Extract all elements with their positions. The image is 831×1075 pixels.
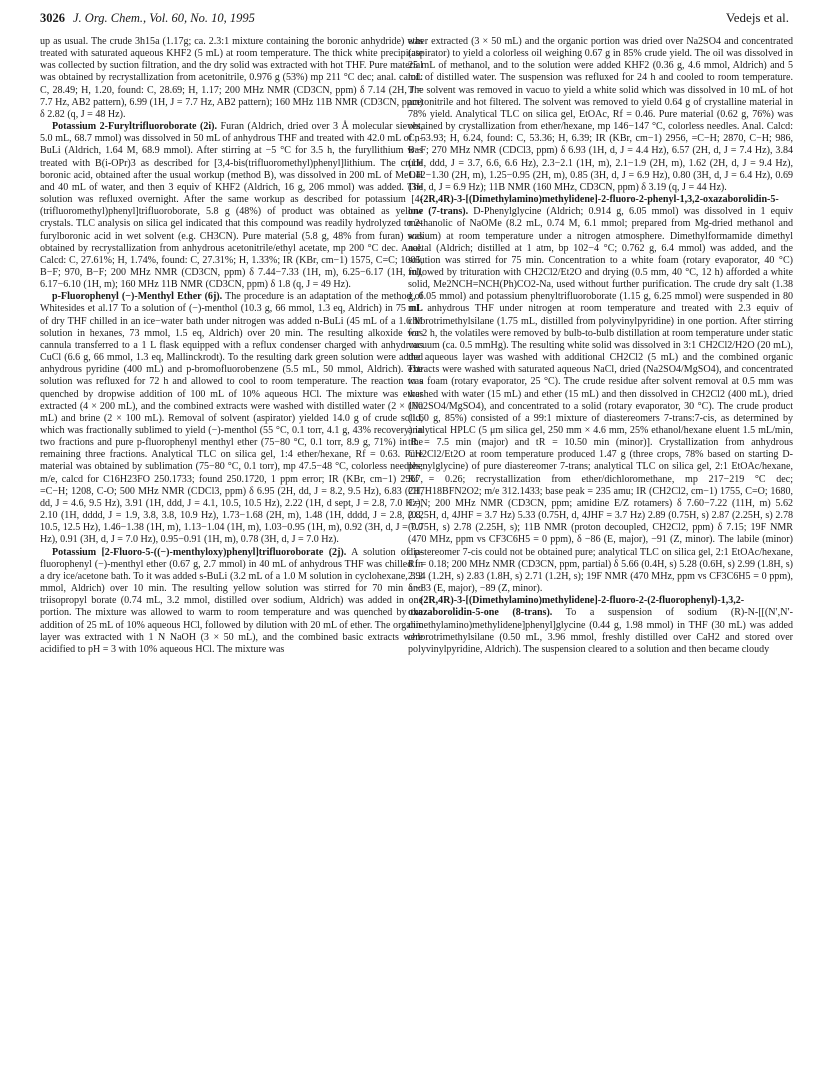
paragraph-text: D-Phenylglycine (Aldrich; 0.914 g, 6.05 mmol) was dissolved in 1 equiv methanolic of NaOMe (8.2 mL, 0.74 M, 6.1 mmol; prepared from Mg-dried methanol and sodium) at room temperature under a nitrogen atmosphere. Dimethylformamide dimethyl acetal (Aldrich; distilled at 1 atm, bp 102−4 °C; 0.762 g, 6.4 mmol) was added, and the solution was stirred for 75 min. Concentration to a white foam (rotary evaporator, 40 °C) followed by trituration with CH2Cl2/Et2O and drying (0.5 mm, 40 °C, 12 h) afforded a white solid, Me2NCH=NCH(Ph)CO2-Na, used without further purification. The crude dry salt (1.38 g, 6.05 mmol) and potassium phenyltrifluoroborate (1.15 g, 6.25 mmol) were suspended in 80 mL anhydrous THF under nitrogen at room temperature and treated with 2.3 equiv of chlorotrimethylsilane (1.75 mL, distilled from polyvinylpyridine) in one portion. After stirring for 2 h, the volatiles were removed by bulb-to-bulb distillation at room temperature under static vacuum (ca. 0.5 mmHg). The resulting white solid was dissolved in 3:1 CH2Cl2/H2O (20 mL), the aqueous layer was washed with additional CH2Cl2 (5 mL) and the combined organic extracts were washed with saturated aqueous NaCl, dried (Na2SO4/MgSO4), and concentrated to a foam (rotary evaporator, 25 °C). The crude residue after solvent removal at 0.5 mm was washed with water (15 mL) and ether (15 mL) and then dissolved in CH2Cl2 (400 mL), dried (Na2SO4/MgSO4), and concentrated to a solid (rotary evaporator, 30 °C). The crude product (1.60 g, 85%) consisted of a 99:1 mixture of diastereomers 7-trans:7-cis, as determined by analytical HPLC (5 μm silica gel, 250 mm × 4.6 mm, 25% ethanol/hexane eluent 1.5 mL/min, tR = 7.5 min (major) and tR = 10.50 min (minor)]. Crystallization from anhydrous CH2Cl2/Et2O at room temperature produced 1.47 g (three crops, 78% based on starting D-phenylglycine) of pure diastereomer 7-trans; analytical TLC on silica gel, 2:1 EtOAc/hexane, Rf = 0.26; recrystallization from ether/dichloromethane, mp 217−219 °C dec; C17H18BFN2O2; m/e 312.1433; base peak = 235 amu; IR (CH2Cl2, cm−1) 1755, C=O; 1680, C=N; 200 MHz NMR (CD3CN, ppm; amidine E/Z rotamers) δ 7.60−7.22 (11H, m) 5.62 (0.25H, d, 4JHF = 3.7 Hz) 5.33 (0.75H, d, 4JHF = 3.7 Hz) 2.89 (0.75H, s) 2.87 (2.25H, s) 2.78 (0.75H, s) 2.78 (2.25H, s); 11B NMR (proton decoupled, CH2Cl2, ppm) δ 7.15; 19F NMR (470 MHz, ppm vs CF3C6H5 = 0 ppm), δ −86 (E, major), −91 (Z, minor). The labile (minor) diastereomer 7-cis could not be obtained pure; analytical TLC on silica gel, 2:1 EtOAc/hexane, Rf = 0.18; 200 MHz NMR (CD3CN, ppm, partial) δ 5.66 (0.4H, s) 5.28 (0.6H, s) 2.99 (1.8H, s) 2.94 (1.2H, s) 2.83 (1.8H, s) 2.71 (1.2H, s); 19F NMR (470 MHz, ppm vs CF3C6H5 = 0 ppm), δ −83 (E, major), −89 (Z, minor). (408, 206, 793, 595)
page-number: 3026 (40, 11, 65, 25)
paragraph (40, 291, 423, 546)
paragraph-text: To a suspension of sodium (R)-N-[[(N′,N′-dimethylamino)methylidene]phenyl]glycine (0.44 g, 1.98 mmol) in THF (30 mL) was added chlorotrimethylsilane (0.50 mL, 3.96 mmol, freshly distilled over CaH2 and stored over polyvinylpyridine, Aldrich). The suspension cleared to a solution and then became cloudy (408, 607, 793, 655)
paragraph (408, 595, 793, 656)
paragraph-text: Furan (Aldrich, dried over 3 Å molecular sieves, 5.0 mL, 68.7 mmol) was dissolved in 50 mL of anhydrous THF and treated with 42.0 mL of n-BuLi (Aldrich, 1.64 M, 68.9 mmol). After stirring at −5 °C for 3.5 h, the furyllithium was treated with B(i-OPr)3 as described for [3,4-bis(trifluoromethyl)phenyl]lithium. The crude boronic acid, obtained after the usual workup (method B), was dissolved in 200 mL of MeOH and 40 mL of water, and then 3 equiv of KHF2 (Aldrich, 16 g, 206 mmol) was added. The solution was refluxed overnight. After the same workup as described for potassium [4-(trifluoromethyl)phenyl]trifluoroborate, 5.8 g (48%) of product was obtained as yellow crystals. TLC analysis on silica gel indicated that this compound was readily hydrolyzed to 2-furylboronic acid in wet solvent (e.g. CH3CN). Pure material (5.8 g, 48% from furan) was obtained by recrystallization from anhydrous acetonitrile/ethyl acetate, mp 200 °C dec. Anal. Calcd: C, 27.61%; H, 1.74%, found: C, 27.31%; H, 1.33%; IR (KBr, cm−1) 1575, C=C; 1005, B−F; 970, B−F; 200 MHz NMR (CD3CN, ppm) δ 7.44−7.33 (1H, m), 6.25−6.17 (1H, m), 6.17−6.10 (1H, m); 160 MHz 11B NMR (CD3CN, ppm) δ 1.8 (q, J = 49 Hz). (40, 121, 423, 291)
paragraph-text: A solution of p-fluorophenyl (−)-menthyl ether (0.67 g, 2.7 mmol) in 40 mL of anhydrous THF was chilled in a dry ice/acetone bath. To it was added s-BuLi (3.2 mL of a 1.0 M solution in cyclohexane, 3.2 mmol, Aldrich) over 10 min. The resulting yellow solution was stirred for 70 min and triisopropyl borate (0.74 mL, 3.2 mmol, distilled over sodium, Aldrich) was added in one portion. The mixture was allowed to warm to room temperature and was quenched by the addition of 25 mL of 10% aqueous HCl, followed by dilution with 20 mL of ether. The organic layer was extracted with 1 N NaOH (3 × 50 mL), and the combined basic extracts were acidified to pH = 3 with 10% aqueous HCl. The mixture was (40, 546, 423, 655)
left-column (40, 36, 423, 656)
paragraph-text: up as usual. The crude 3h15a (1.17g; ca. 2.3:1 mixture containing the boronic anhydride) was treated with saturated aqueous KHF2 (5 mL) at room temperature. The thick white precipitate was collected by suction filtration, and the dry solid was extracted with hot THF. Pure material was obtained by recrystallization from acetonitrile, 0.976 g (53%) mp 211 °C dec; anal. calcd: C, 28.49; H, 1.20, found: C, 28.69; H, 1.17; 200 MHz NMR (CD3CN, ppm) δ 7.14 (2H, J = 7.7 Hz, AB2 pattern), 6.99 (1H, J = 7.7 Hz, AB2 pattern); 160 MHz 11B NMR (CD3CN, ppm) δ 2.82 (q, J = 48 Hz). (40, 36, 423, 120)
running-head-authors: Vedejs et al. (725, 10, 789, 25)
compound-heading: (2R,4R)-3-[(Dimethylamino)methylidene]-2-fluoro-2-phenyl-1,3,2-oxazaborolidin-5-one (7-trans). (408, 194, 779, 218)
paragraph-text: ether extracted (3 × 50 mL) and the organic portion was dried over Na2SO4 and concentrated (aspirator) to yield a colorless oil weighing 0.67 g in 85% crude yield. The oil was dissolved in 25 mL of methanol, and to the solution were added KHF2 (0.36 g, 4.6 mmol, Aldrich) and 5 mL of distilled water. The suspension was refluxed for 24 h and cooled to room temperature. The solvent was removed in vacuo to yield a white solid which was dissolved in 10 mL of hot acetonitrile and hot filtered. The solvent was removed to yield 0.64 g of crystalline material in 78% yield. Analytical TLC on silica gel, EtOAc, Rf = 0.46. Pure material (0.62 g, 76%) was obtained by crystallization from ether/hexane, mp 146−147 °C, colorless needles. Anal. Calcd: C, 53.93; H, 6.24, found: C, 53.36; H, 6.39; IR (KBr, cm−1) 2956, =C−H; 2870, C−H; 986, B−F; 270 MHz NMR (CDCl3, ppm) δ 6.93 (1H, d, J = 4.4 Hz), 6.57 (2H, d, J = 7.4 Hz), 3.84 (1H, ddd, J = 3.7, 6.6, 6.6 Hz), 2.3−2.1 (1H, m), 2.1−1.9 (2H, m), 1.62 (2H, d, J = 9.4 Hz), 1.42−1.30 (2H, m), 1.25−0.95 (2H, m), 0.85 (3H, d, J = 6.9 Hz), 0.80 (3H, d, J = 6.4 Hz), 0.69 (3H, d, J = 6.9 Hz); 11B NMR (160 MHz, CD3CN, ppm) δ 3.19 (q, J = 44 Hz). (408, 36, 793, 193)
right-column (408, 36, 793, 656)
paragraph (40, 547, 423, 656)
paragraph (408, 194, 793, 595)
paragraph (40, 121, 423, 291)
paragraph (408, 36, 793, 194)
compound-heading: p-Fluorophenyl (−)-Menthyl Ether (6j). (52, 291, 223, 303)
journal-citation: J. Org. Chem., Vol. 60, No. 10, 1995 (73, 11, 255, 25)
running-head (40, 10, 789, 28)
paragraph-text: The procedure is an adaptation of the method of Whitesides et al.17 To a solution of (−)-menthol (10.3 g, 66 mmol, 1.3 eq, Aldrich) in 75 mL of dry THF chilled in an ice−water bath under nitrogen was added n-BuLi (45 mL of a 1.6 M solution in hexanes, 73 mmol, 1.5 eq, Aldrich) over 20 min. The resulting alkoxide was cannula transferred to a 1 L flask equipped with a reflux condenser charged with anhydrous CuCl (6.6 g, 66 mmol, 1.3 eq, Mallinckrodt). To the resulting dark green solution were added anhydrous pyridine (400 mL) and p-bromofluorobenzene (5.5 mL, 50 mmol, Aldrich). The solution was refluxed for 72 h and allowed to cool to room temperature. The reaction was quenched by dropwise addition of 100 mL of 10% aqueous HCl. The mixture was ether extracted (4 × 200 mL), and the combined extracts were washed with distilled water (2 × 100 mL) and brine (2 × 100 mL). Removal of solvent (aspirator) yielded 14.0 g of crude solid, which was fractionally sublimed to yield (−)-menthol (55 °C, 0.1 torr, 4.1 g, 43% recovery) in two fractions and pure p-fluorophenyl menthyl ether (75−80 °C, 0.1 torr, 8.9 g, 71%) in the remaining three fractions. Analytical TLC on silica gel, 1:4 ether/hexane, Rf = 0.63. Pure material was obtained by sublimation (75−80 °C, 0.1 torr), mp 47.5−48 °C, colorless needles; m/e, calcd for C16H23FO 250.1733; found 250.1720, 1 ppm error; IR (KBr, cm−1) 2967, =C−H; 1208, C-O; 500 MHz NMR (CDCl3, ppm) δ 6.95 (2H, dd, J = 8.2, 9.5 Hz), 6.83 (2H, dd, J = 4.6, 9.5 Hz), 3.91 (1H, ddd, J = 4.1, 10.5, 10.5 Hz), 2.22 (1H, d sept, J = 2.8, 7.0 Hz), 2.10 (1H, dddd, J = 1.9, 3.8, 3.8, 10.9 Hz), 1.73−1.68 (2H, m), 1.48 (1H, dddd, J = 2.8, 2.8, 10.5, 12.5 Hz), 1.46−1.38 (1H, m), 1.13−1.04 (1H, m), 1.03−0.95 (1H, m), 0.92 (3H, d, J = 7.0 Hz), 0.91 (3H, d, J = 7.0 Hz), 0.95−0.91 (1H, m), 0.78 (3H, d, J = 7.0 Hz). (40, 291, 423, 546)
compound-heading: (2R,4R)-3-[(Dimethylamino)methylidene]-2-fluoro-2-(2-fluorophenyl)-1,3,2-oxazaborolidin-5-one (8-trans). (408, 595, 745, 619)
paragraph (40, 36, 423, 121)
compound-heading: Potassium [2-Fluoro-5-((−)-menthyloxy)phenyl]trifluoroborate (2j). (52, 546, 347, 558)
compound-heading: Potassium 2-Furyltrifluoroborate (2i). (52, 121, 218, 133)
